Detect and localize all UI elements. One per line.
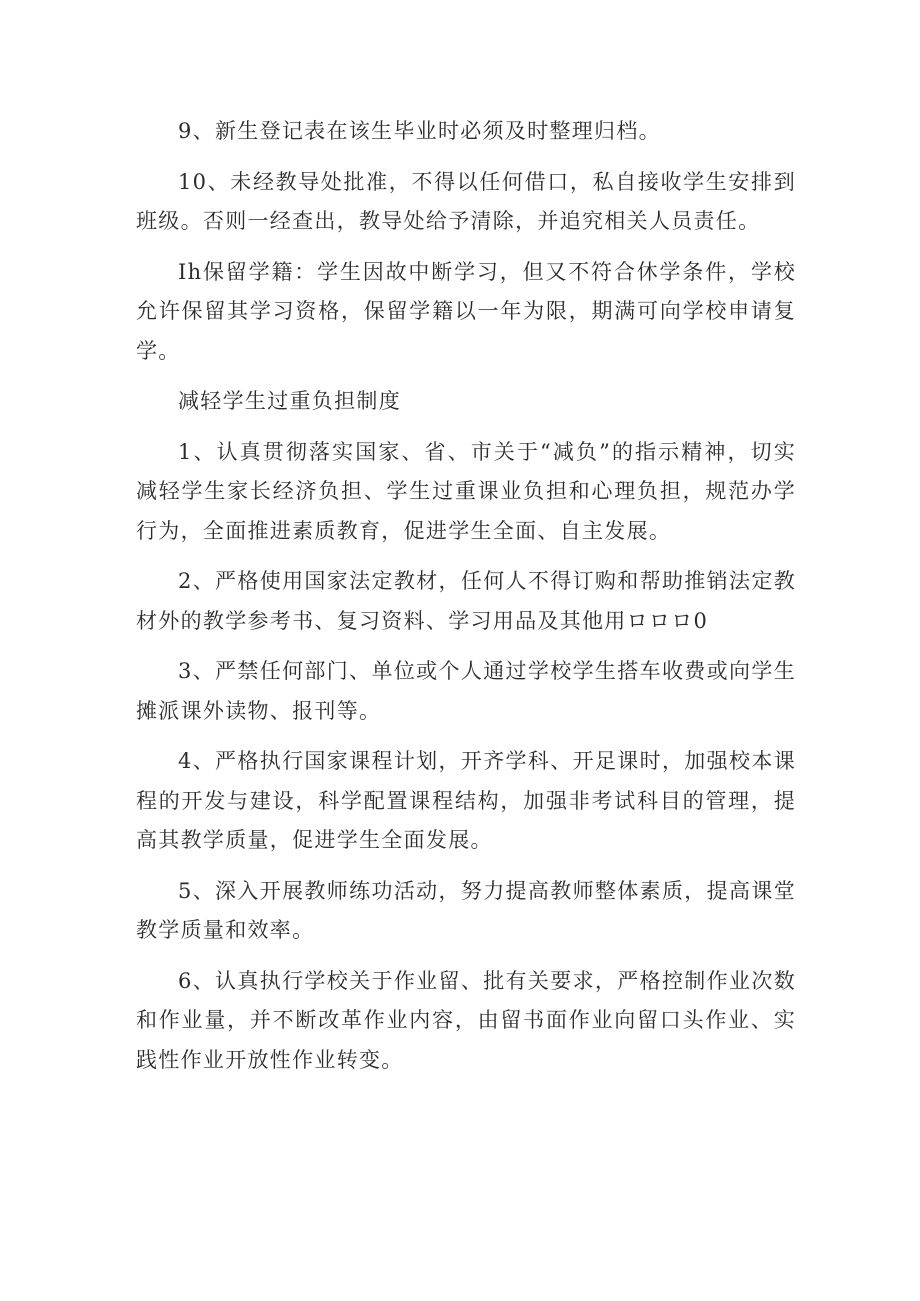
paragraph-retain-enrollment: Ih保留学籍：学生因故中断学习，但又不符合休学条件，学校允许保留其学习资格，保留学籍以一年为限，期满可向学校申请复学。: [136, 259, 796, 363]
paragraph-rule-3: 3、严禁任何部门、单位或个人通过学校学生搭车收费或向学生摊派课外读物、报刊等。: [136, 659, 796, 723]
paragraph-registration-archive: 9、新生登记表在该生毕业时必须及时整理归档。: [178, 119, 661, 143]
paragraph-rule-6: 6、认真执行学校关于作业留、批有关要求，严格控制作业次数和作业量，并不断改革作业内容，由留书面作业向留口头作业、实践性作业开放性作业转变。: [136, 968, 796, 1072]
paragraph-rule-2: 2、严格使用国家法定教材，任何人不得订购和帮助推销法定教材外的教学参考书、复习资料、学习用品及其他用ロロロ0: [136, 569, 796, 633]
paragraph-unauthorized-admission: 10、未经教导处批准，不得以任何借口，私自接收学生安排到班级。否则一经查出，教导处给予清除，并追究相关人员责任。: [136, 169, 796, 233]
section-heading-burden-reduction: 减轻学生过重负担制度: [178, 389, 401, 413]
paragraph-rule-4: 4、严格执行国家课程计划，开齐学科、开足课时，加强校本课程的开发与建设，科学配置课程结构，加强非考试科目的管理，提高其教学质量，促进学生全面发展。: [136, 749, 796, 852]
paragraph-rule-5: 5、深入开展教师练功活动，努力提高教师整体素质，提高课堂教学质量和效率。: [136, 878, 796, 942]
paragraph-rule-1: 1、认真贯彻落实国家、省、市关于“减负”的指示精神，切实减轻学生家长经济负担、学生过重课业负担和心理负担，规范办学行为，全面推进素质教育，促进学生全面、自主发展。: [136, 439, 796, 543]
document-body: [136, 112, 796, 1091]
